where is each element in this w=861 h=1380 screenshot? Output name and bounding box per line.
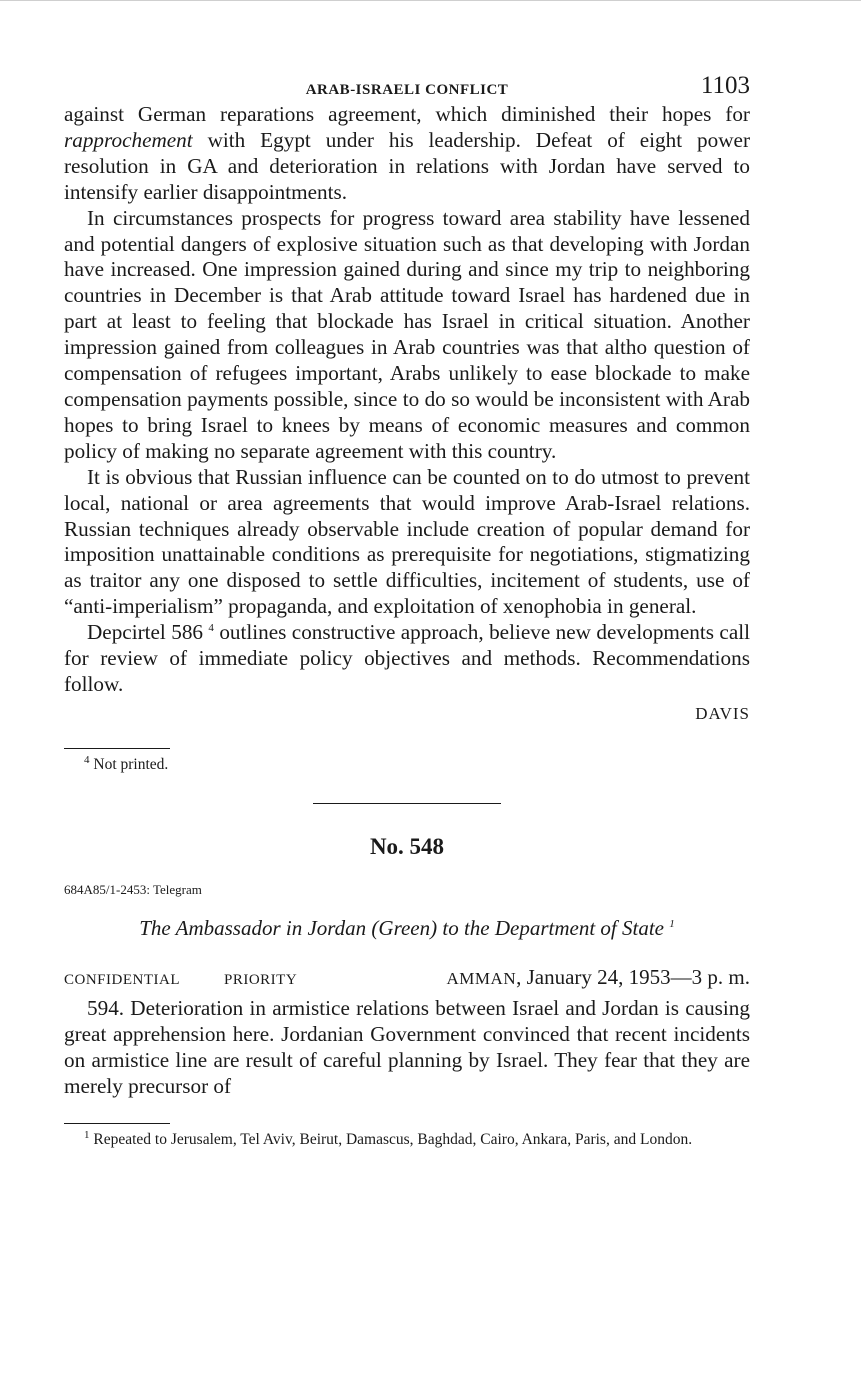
page	[64, 72, 750, 1150]
place-date	[447, 965, 750, 990]
footnote-4-mark: 4	[84, 753, 90, 766]
page-number: 1103	[700, 72, 750, 99]
paragraph-3: It is obvious that Russian influence can be counted on to do utmost to prevent local, national or area agreements that would improve Arab-Israel relations. Russian techniques already observable include creation of popular demand for imposition unattainable conditions as prerequisite for negotiations, stigmatizing as traitor any one disposed to settle difficulties, incitement of students, use of “anti-imperialism” propaganda, and exploitation of xenophobia in general.	[64, 464, 750, 619]
paragraph-4	[64, 620, 750, 698]
footnote-ref-4: 4	[208, 622, 214, 635]
paragraph-2: In circumstances prospects for progress toward area stability have lessened and potential dangers of explosive situation such as that developing with Jordan have increased. One impression gained during and since my trip to neighboring countries in December is that Arab attitude toward Israel has hardened due in part at least to feeling that blockade has Israel in critical situation. Another impression gained from colleagues in Arab countries was that altho question of compensation of refugees important, Arabs unlikely to ease blockade to make compensation payments possible, since to do so would be inconsistent with Arab hopes to bring Israel to knees by means of economic measures and common policy of making no separate agreement with this country.	[64, 205, 750, 463]
classification: CONFIDENTIAL	[64, 971, 180, 988]
top-edge-rule	[0, 0, 861, 1]
paragraph-4-text-b: outlines constructive approach, believe new developments call for review of immediate policy objectives and methods. Recommendations follow.	[64, 620, 751, 696]
letter-body	[64, 102, 750, 698]
signature: DAVIS	[695, 703, 750, 723]
footnote-1-text: Repeated to Jerusalem, Tel Aviv, Beirut, Damascus, Baghdad, Cairo, Ankara, Paris, and London.	[89, 1131, 693, 1149]
footnote-ref-1: 1	[669, 917, 675, 930]
document-number: No. 548	[369, 833, 445, 859]
dateline	[64, 965, 750, 990]
footnote-rule	[64, 748, 170, 749]
running-head: ARAB-ISRAELI CONFLICT	[305, 82, 509, 98]
footnote-rule-2	[64, 1123, 170, 1124]
document-title	[64, 916, 750, 941]
paragraph-1-text-b: with Egypt under his leadership. Defeat of eight power resolution in GA and deterioration in relations with Jordan have served to intensify earlier disappointments.	[64, 127, 750, 204]
footnote-4	[64, 755, 750, 775]
telegram-paragraph: 594. Deterioration in armistice relations between Israel and Jordan is causing great apprehension here. Jordanian Government convinced that recent incidents on armistice line are result of careful planning by Israel. They fear that they are merely precursor of	[64, 995, 750, 1098]
footnote-1-mark: 1	[84, 1129, 90, 1142]
priority: PRIORITY	[224, 971, 298, 988]
section-separator	[313, 803, 501, 804]
page-header	[64, 72, 750, 102]
date: , January 24, 1953—3 p. m.	[516, 964, 750, 989]
document-title-text: The Ambassador in Jordan (Green) to the Department of State	[139, 915, 664, 940]
paragraph-1-emphasis: rapprochement	[64, 127, 193, 152]
footnote-4-text: Not printed.	[89, 755, 169, 773]
paragraph-1-text-a: against German reparations agreement, which diminished their hopes for	[64, 102, 750, 126]
paragraph-4-text-a: Depcirtel 586	[87, 620, 204, 645]
paragraph-1	[64, 102, 750, 206]
telegram-body	[64, 996, 750, 1100]
footnote-1	[64, 1130, 750, 1150]
place: AMMAN	[446, 968, 517, 988]
file-reference: 684A85/1-2453: Telegram	[64, 881, 202, 897]
